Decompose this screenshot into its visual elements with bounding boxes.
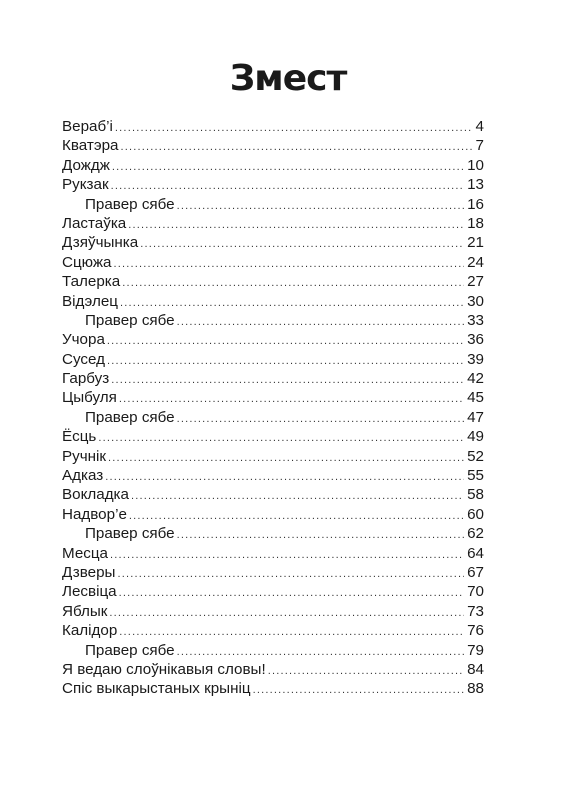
dot-leader (98, 429, 464, 448)
toc-page-number: 36 (467, 331, 484, 349)
toc-entry[interactable] (62, 582, 484, 601)
toc-subentry[interactable] (62, 524, 484, 543)
toc-entry-title: Правер сябе (85, 311, 175, 329)
toc-entry-title: Кватэра (62, 137, 119, 155)
toc-subentry[interactable] (62, 641, 484, 660)
toc-entry-title: Лесвіца (62, 583, 117, 601)
toc-page-number: 60 (467, 505, 484, 523)
toc-page-number: 47 (467, 408, 484, 426)
dot-leader (177, 410, 464, 429)
dot-leader (115, 119, 473, 138)
toc-entry-title: Ластаўка (62, 214, 127, 232)
dot-leader (120, 138, 472, 157)
toc-entry-title: Правер сябе (85, 525, 175, 543)
dot-leader (268, 662, 464, 681)
dot-leader (117, 565, 464, 584)
dot-leader (177, 526, 464, 545)
toc-entry-title: Вераб’і (62, 118, 113, 135)
toc-entry[interactable] (62, 505, 484, 524)
toc-entry[interactable] (62, 447, 484, 466)
toc-page-number: 76 (467, 622, 484, 640)
toc-page-number: 42 (467, 370, 484, 388)
toc-page-number: 24 (467, 253, 484, 271)
toc-entry[interactable] (62, 330, 484, 349)
toc-entry-title: Месца (62, 544, 109, 562)
dot-leader (107, 352, 464, 371)
toc-entry-title: Цыбуля (62, 389, 117, 407)
toc-entry-title: Дзверы (62, 563, 116, 581)
dot-leader (177, 197, 464, 216)
toc-entry[interactable] (62, 292, 484, 311)
toc-entry[interactable] (62, 350, 484, 369)
toc-entry-title: Ёсць (62, 428, 97, 446)
toc-page-number: 62 (467, 525, 484, 543)
toc-page-number: 55 (467, 467, 484, 485)
toc-page-number: 58 (467, 486, 484, 504)
toc-page-number: 4 (475, 118, 484, 135)
toc-page-number: 45 (467, 389, 484, 407)
toc-entry-title: Правер сябе (85, 641, 175, 659)
toc-entry-title: Спіс выкарыстаных крыніц (62, 680, 251, 698)
toc-entry[interactable] (62, 660, 484, 679)
toc-entry[interactable] (62, 602, 484, 621)
toc-subentry[interactable] (62, 408, 484, 427)
toc-page-number: 49 (467, 428, 484, 446)
toc-entry[interactable] (62, 117, 484, 136)
dot-leader (111, 371, 464, 390)
toc-entry[interactable] (62, 136, 484, 155)
toc-page-number: 73 (467, 602, 484, 620)
dot-leader (140, 235, 464, 254)
toc-entry[interactable] (62, 485, 484, 504)
dot-leader (114, 255, 465, 274)
toc-entry-title: Талерка (62, 273, 121, 291)
toc-entry-title: Яблык (62, 602, 108, 620)
toc-page-number: 88 (467, 680, 484, 698)
toc-entry-title: Відэлец (62, 292, 118, 310)
toc-page-number: 16 (467, 195, 484, 213)
toc-entry[interactable] (62, 466, 484, 485)
dot-leader (131, 487, 464, 506)
toc-page-number: 52 (467, 447, 484, 465)
toc-entry-title: Вокладка (62, 486, 129, 504)
toc-entry[interactable] (62, 156, 484, 175)
toc-entry[interactable] (62, 388, 484, 407)
toc-page-number: 30 (467, 292, 484, 310)
dot-leader (253, 681, 465, 700)
toc-page-number: 33 (467, 311, 484, 329)
dot-leader (105, 468, 464, 487)
toc-entry-title: Дождж (62, 156, 110, 174)
toc-entry[interactable] (62, 544, 484, 563)
toc-entry[interactable] (62, 427, 484, 446)
toc-entry-title: Дзяўчынка (62, 234, 139, 252)
toc-page-number: 13 (467, 176, 484, 194)
toc-entry[interactable] (62, 214, 484, 233)
dot-leader (122, 274, 464, 293)
toc-page-number: 39 (467, 350, 484, 368)
page-title: Змест (229, 58, 347, 99)
toc-entry[interactable] (62, 369, 484, 388)
toc-page-number: 84 (467, 660, 484, 678)
toc-entry[interactable] (62, 233, 484, 252)
toc-page-number: 67 (467, 563, 484, 581)
dot-leader (128, 216, 464, 235)
dot-leader (110, 546, 464, 565)
toc-page-number: 70 (467, 583, 484, 601)
toc-subentry[interactable] (62, 311, 484, 330)
toc-subentry[interactable] (62, 195, 484, 214)
toc-page-number: 18 (467, 214, 484, 232)
toc-entry[interactable] (62, 679, 484, 698)
toc-entry[interactable] (62, 253, 484, 272)
dot-leader (177, 313, 464, 332)
dot-leader (108, 449, 464, 468)
toc-entry-title: Калідор (62, 622, 118, 640)
dot-leader (107, 332, 464, 351)
toc-entry-title: Гарбуз (62, 370, 110, 388)
table-of-contents (62, 117, 484, 699)
toc-entry-title: Надвор’е (62, 505, 127, 523)
toc-entry-title: Учора (62, 331, 105, 349)
toc-entry-title: Я ведаю слоўнікавыя словы! (62, 660, 266, 678)
toc-page-number: 7 (475, 137, 484, 155)
toc-entry[interactable] (62, 272, 484, 291)
toc-page-number: 21 (467, 234, 484, 252)
toc-entry[interactable] (62, 175, 484, 194)
dot-leader (119, 584, 464, 603)
dot-leader (129, 507, 464, 526)
toc-entry-title: Рукзак (62, 176, 109, 194)
toc-entry-title: Правер сябе (85, 408, 175, 426)
toc-entry-title: Правер сябе (85, 195, 175, 213)
toc-page-number: 27 (467, 273, 484, 291)
toc-entry-title: Адказ (62, 467, 104, 485)
toc-entry-title: Сцюжа (62, 253, 112, 271)
toc-entry[interactable] (62, 621, 484, 640)
toc-entry-title: Ручнік (62, 447, 107, 465)
toc-page-number: 64 (467, 544, 484, 562)
toc-page-number: 79 (467, 641, 484, 659)
dot-leader (112, 158, 464, 177)
toc-entry-title: Сусед (62, 350, 105, 368)
dot-leader (109, 604, 464, 623)
toc-page-number: 10 (467, 156, 484, 174)
toc-entry[interactable] (62, 563, 484, 582)
